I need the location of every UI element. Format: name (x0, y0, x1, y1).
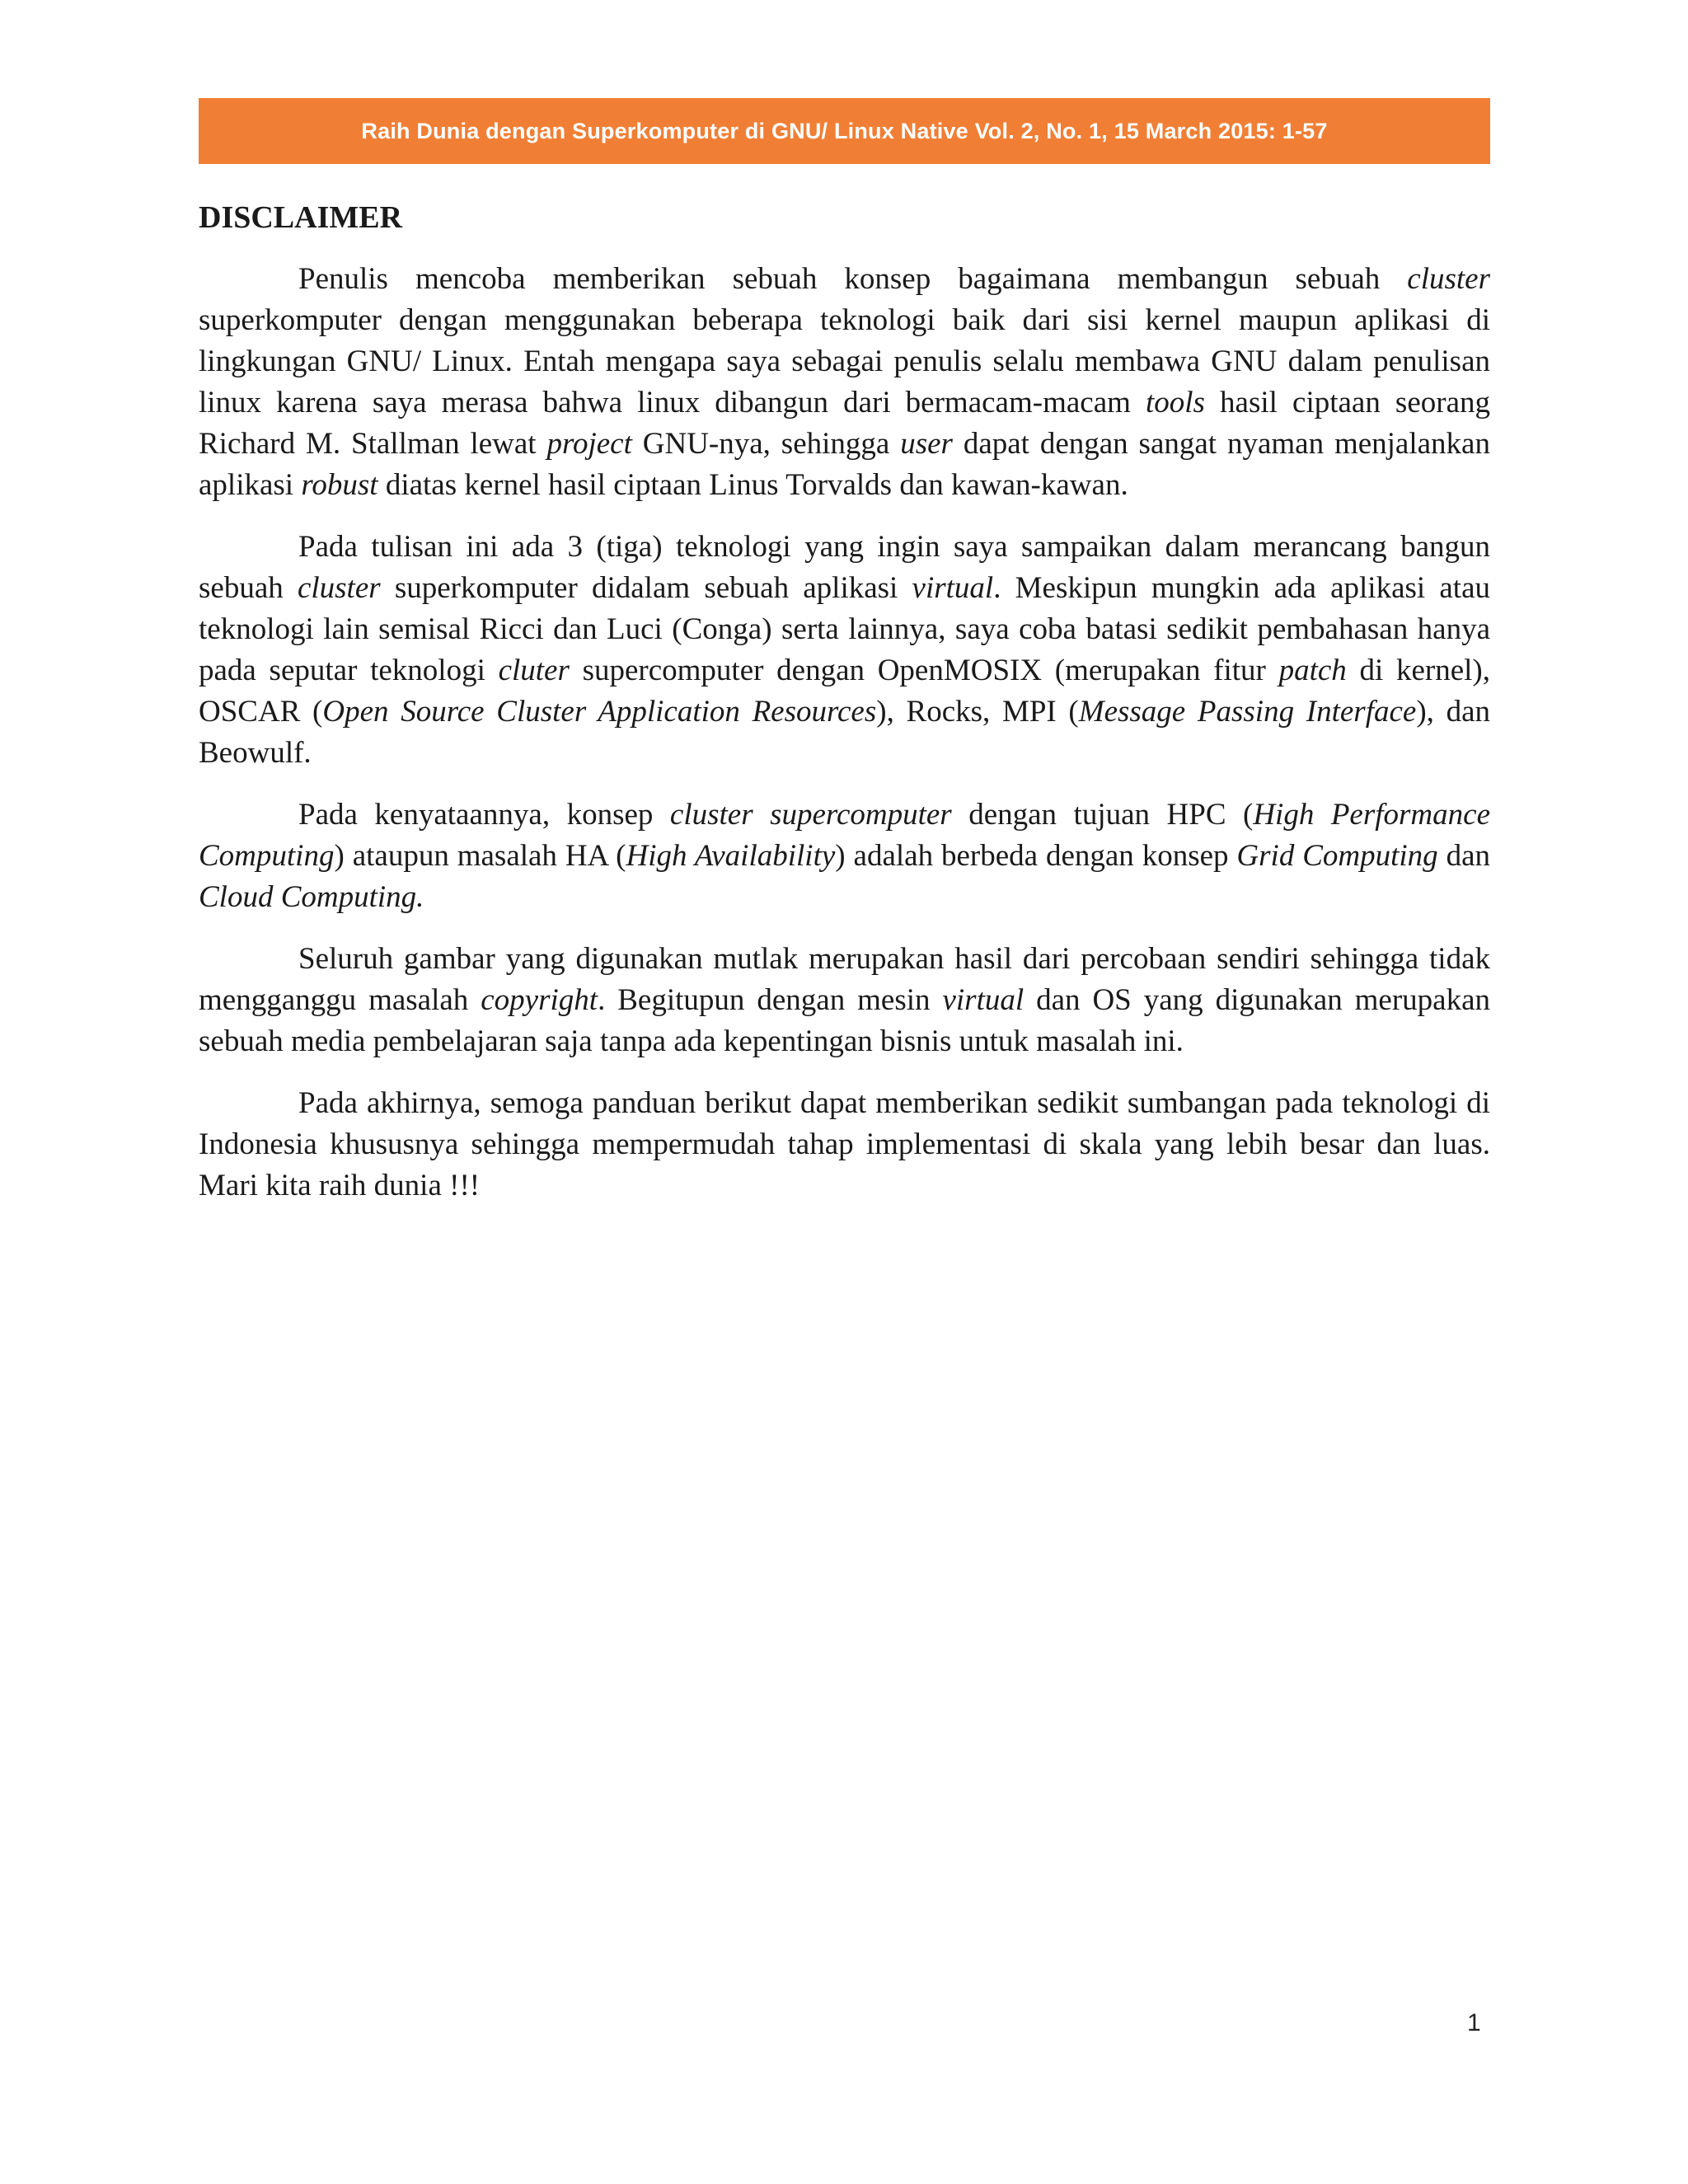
italic-text-run: virtual (912, 571, 994, 605)
italic-text-run: robust (301, 468, 378, 502)
text-run: ), dan Beowulf. (199, 695, 1491, 770)
text-run: di kernel), OSCAR ( (199, 654, 1490, 729)
paragraph-3 (199, 794, 1490, 918)
text-run: dapat dengan sangat nyaman menjalankan aplikasi (199, 427, 1490, 502)
italic-text-run: project (546, 427, 632, 461)
text-run: hasil ciptaan seorang Richard M. Stallman lewat (199, 386, 1490, 461)
text-run: . Begitupun dengan mesin (598, 983, 943, 1017)
italic-text-run: copyright (481, 983, 598, 1017)
journal-header-bar (199, 98, 1490, 164)
italic-text-run: patch (1278, 654, 1347, 687)
paragraph-1 (199, 259, 1490, 506)
italic-text-run: Cloud Computing. (199, 880, 424, 914)
text-run: Pada akhirnya, semoga panduan berikut dapat memberikan sedikit sumbangan pada teknologi di Indonesia khususnya sehingga mempermudah tahap implementasi di skala yang lebih besar dan luas. Mari kita raih dunia !!! (199, 1086, 1490, 1202)
text-run: ) ataupun masalah HA ( (334, 839, 626, 873)
text-run: Seluruh gambar yang digunakan mutlak merupakan hasil dari percobaan sendiri sehingga tidak mengganggu masalah (199, 942, 1490, 1017)
italic-text-run: cluster (297, 571, 381, 605)
paragraph-4 (199, 939, 1490, 1062)
italic-text-run: cluster supercomputer (669, 798, 952, 832)
text-run: superkomputer didalam sebuah aplikasi (380, 571, 912, 605)
italic-text-run: cluter (498, 654, 570, 687)
text-run: ) adalah berbeda dengan konsep (835, 839, 1237, 873)
italic-text-run: Open Source Cluster Application Resources (322, 695, 877, 729)
text-run: Pada tulisan ini ada 3 (tiga) teknologi yang ingin saya sampaikan dalam merancang bangun sebuah (199, 530, 1490, 605)
text-run: GNU-nya, sehingga (631, 427, 901, 461)
italic-text-run: user (900, 427, 953, 461)
text-run: superkomputer dengan menggunakan beberapa teknologi baik dari sisi kernel maupun aplikasi di lingkungan GNU/ Linux. Entah mengapa saya sebagai penulis selalu membawa GNU dalam penulisan linux karena saya merasa bahwa linux dibangun dari bermacam-macam (199, 303, 1490, 419)
paragraph-2 (199, 527, 1490, 774)
text-run: diatas kernel hasil ciptaan Linus Torvalds dan kawan-kawan. (377, 468, 1128, 502)
italic-text-run: Message Passing Interface (1078, 695, 1417, 729)
section-heading: DISCLAIMER (199, 200, 403, 235)
document-body (199, 194, 1490, 1227)
text-run: supercomputer dengan OpenMOSIX (merupakan fitur (569, 654, 1279, 687)
italic-text-run: cluster (1407, 262, 1490, 296)
text-run: dengan tujuan HPC ( (951, 798, 1254, 832)
paragraph-5 (199, 1083, 1490, 1207)
italic-text-run: Grid Computing (1236, 839, 1438, 873)
journal-header-text: Raih Dunia dengan Superkomputer di GNU/ Linux Native Vol. 2, No. 1, 15 March 2015: 1-57 (361, 118, 1328, 143)
italic-text-run: High Performance Computing (199, 798, 1490, 873)
text-run: ), Rocks, MPI ( (876, 695, 1079, 729)
paragraph-container (199, 259, 1490, 1207)
text-run: dan (1437, 839, 1491, 873)
italic-text-run: virtual (942, 983, 1025, 1017)
text-run: Pada kenyataannya, konsep (298, 798, 670, 832)
text-run: dan OS yang digunakan merupakan sebuah media pembelajaran saja tanpa ada kepentingan bisnis untuk masalah ini. (199, 983, 1491, 1058)
italic-text-run: tools (1146, 386, 1205, 419)
text-run: . Meskipun mungkin ada aplikasi atau teknologi lain semisal Ricci dan Luci (Conga) serta lainnya, saya coba batasi sedikit pembahasan hanya pada seputar teknologi (199, 571, 1490, 687)
page-number: 1 (1467, 2009, 1481, 2036)
text-run: Penulis mencoba memberikan sebuah konsep bagaimana membangun sebuah (298, 262, 1408, 296)
italic-text-run: High Availability (626, 839, 836, 873)
